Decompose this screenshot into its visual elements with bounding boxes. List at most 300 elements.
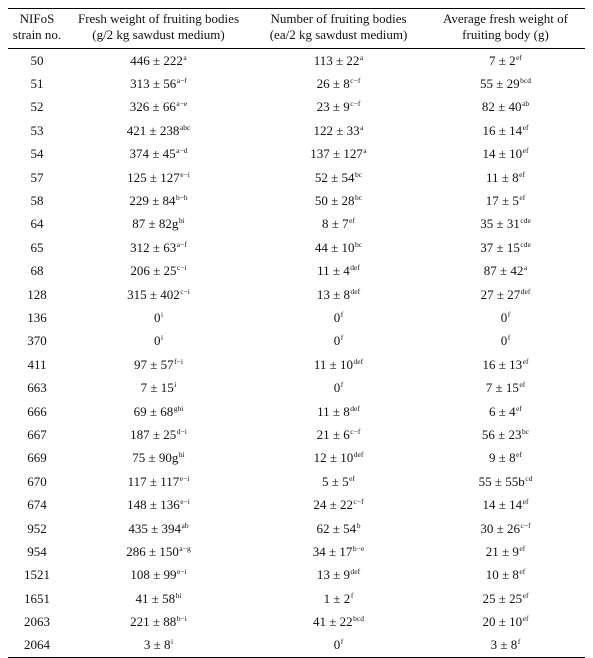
fresh-cell [66, 400, 251, 423]
number-cell [251, 610, 426, 633]
fresh-significance-letters: abc [179, 122, 191, 132]
fresh-cell [66, 634, 251, 658]
fresh-value: 187 ± 25 [130, 426, 177, 442]
number-value: 113 ± 22 [313, 52, 360, 68]
fresh-value: 69 ± 68 [133, 403, 174, 419]
avg-cell [426, 564, 585, 587]
strain-cell: 370 [27, 333, 47, 349]
number-value: 13 ± 9 [316, 567, 351, 583]
fresh-significance-letters: c−i [180, 286, 190, 296]
fresh-value: 315 ± 402 [127, 286, 180, 302]
table-row [8, 143, 585, 166]
avg-value: 16 ± 13 [482, 356, 523, 372]
avg-value: 10 ± 8 [485, 567, 519, 583]
header-average [426, 9, 585, 49]
strain-cell: 1521 [24, 567, 50, 583]
fresh-cell [66, 330, 251, 353]
avg-cell [426, 330, 585, 353]
avg-value: 82 ± 40 [481, 99, 522, 115]
number-value: 34 ± 17 [312, 543, 353, 559]
fresh-cell [66, 353, 251, 376]
table-row [8, 330, 585, 353]
avg-cell [426, 470, 585, 493]
avg-significance-letters: bc [522, 426, 530, 436]
number-value: 8 ± 7 [322, 216, 349, 232]
number-value: 137 ± 127 [310, 146, 363, 162]
header-number [251, 9, 426, 49]
number-significance-letters: c−f [350, 426, 361, 436]
number-value: 11 ± 8 [317, 403, 350, 419]
avg-significance-letters: ef [519, 567, 526, 577]
fresh-significance-letters: i [174, 380, 177, 390]
strain-cell: 663 [27, 380, 47, 396]
strain-cell: 2064 [8, 634, 66, 658]
fresh-significance-letters: b−i [176, 614, 187, 624]
avg-value: 0 [500, 309, 508, 325]
number-significance-letters: def [350, 263, 360, 273]
fresh-significance-letters: e−i [180, 497, 190, 507]
number-value: 52 ± 54 [314, 169, 355, 185]
fresh-significance-letters: i [160, 309, 164, 319]
avg-cell [426, 376, 585, 399]
fresh-value: 421 ± 238 [126, 122, 180, 138]
avg-cell [426, 236, 585, 259]
strain-cell: 1651 [24, 590, 50, 606]
number-cell [251, 470, 426, 493]
avg-value: 17 ± 5 [485, 193, 519, 209]
number-cell [251, 330, 426, 353]
strain-cell: 57 [30, 169, 44, 185]
fresh-value: 0 [153, 333, 161, 349]
fresh-value: 374 ± 45 [129, 146, 176, 162]
table-row [8, 376, 585, 399]
number-cell [251, 400, 426, 423]
fresh-value: 97 ± 57 [134, 356, 174, 372]
avg-cell [426, 353, 585, 376]
table-row [8, 189, 585, 212]
avg-significance-letters: def [520, 286, 531, 296]
avg-significance-letters: ef [522, 356, 529, 366]
avg-cell [426, 587, 585, 610]
avg-significance-letters: ef [522, 122, 529, 132]
strain-cell: 53 [30, 122, 44, 138]
fresh-cell [66, 283, 251, 306]
avg-value: 20 ± 10 [482, 614, 523, 630]
number-value: 21 ± 6 [316, 426, 350, 442]
table-row [8, 49, 585, 73]
strain-cell: 669 [27, 450, 47, 466]
header-average-line1: Average fresh weight of [442, 11, 568, 26]
strain-cell: 411 [27, 356, 47, 372]
number-value: 0 [333, 333, 341, 349]
number-significance-letters: f [340, 380, 344, 390]
fresh-cell [66, 517, 251, 540]
header-fresh-line1: Fresh weight of fruiting bodies [77, 11, 240, 26]
number-value: 12 ± 10 [313, 450, 354, 466]
fresh-significance-letters: i [171, 637, 174, 647]
number-value: 5 ± 5 [322, 473, 349, 489]
number-cell [251, 306, 426, 329]
avg-value: 56 ± 23 [481, 426, 522, 442]
fresh-significance-letters: hi [178, 450, 185, 460]
strain-cell: 58 [30, 193, 44, 209]
table-row [8, 423, 585, 446]
fresh-significance-letters: a−g [179, 543, 191, 553]
number-significance-letters: ef [349, 216, 355, 226]
fresh-value: 313 ± 56 [130, 76, 177, 92]
fresh-significance-letters: c−i [176, 263, 187, 273]
avg-significance-letters: ef [519, 543, 526, 553]
number-cell [251, 260, 426, 283]
strain-cell: 50 [30, 52, 44, 68]
fresh-cell [66, 166, 251, 189]
number-significance-letters: bcd [353, 614, 364, 624]
strain-cell: 64 [30, 216, 44, 232]
avg-value: 9 ± 8 [489, 450, 516, 466]
fresh-value: 312 ± 63 [130, 239, 177, 255]
avg-value: 30 ± 26 [480, 520, 521, 536]
number-significance-letters: def [350, 567, 361, 577]
avg-significance-letters: f [507, 309, 511, 319]
number-significance-letters: f [350, 590, 354, 600]
avg-cell [426, 306, 585, 329]
number-cell [251, 376, 426, 399]
header-fresh-weight [66, 9, 251, 49]
avg-significance-letters: f [507, 333, 511, 343]
fresh-value: 148 ± 136 [127, 497, 180, 513]
fresh-significance-letters: d−i [176, 426, 187, 436]
fresh-value: 7 ± 15 [140, 380, 174, 396]
avg-significance-letters: ef [519, 380, 526, 390]
number-significance-letters: f [340, 309, 344, 319]
avg-value: 16 ± 14 [482, 122, 523, 138]
number-significance-letters: c−f [350, 76, 361, 86]
avg-cell [426, 143, 585, 166]
number-cell [251, 283, 426, 306]
number-cell [251, 119, 426, 142]
number-value: 24 ± 22 [313, 497, 354, 513]
avg-cell [426, 213, 585, 236]
number-value: 0 [333, 637, 341, 653]
strain-cell: 954 [27, 543, 47, 559]
data-table [8, 8, 585, 658]
strain-cell: 952 [27, 520, 47, 536]
fresh-value: 286 ± 150 [126, 543, 179, 559]
avg-significance-letters: cde [520, 239, 531, 249]
number-value: 13 ± 8 [316, 286, 351, 302]
number-cell [251, 423, 426, 446]
number-significance-letters: def [350, 403, 360, 413]
number-significance-letters: a [363, 146, 367, 156]
fresh-significance-letters: b−h [175, 193, 188, 203]
strain-cell: 674 [27, 497, 47, 513]
avg-significance-letters: ef [519, 169, 525, 179]
strain-cell: 54 [30, 146, 44, 162]
avg-cell [426, 423, 585, 446]
fresh-cell [66, 119, 251, 142]
strain-cell: 667 [27, 426, 47, 442]
avg-value: 7 ± 2 [489, 52, 516, 68]
table-row [8, 493, 585, 516]
number-cell [251, 587, 426, 610]
fresh-value: 41 ± 58 [135, 590, 176, 606]
fresh-significance-letters: ghi [173, 403, 184, 413]
fresh-significance-letters: f−i [174, 356, 183, 366]
table-row [8, 447, 585, 470]
number-cell [251, 143, 426, 166]
number-cell [251, 540, 426, 563]
avg-significance-letters: ef [519, 193, 526, 203]
fresh-value: 125 ± 127 [127, 169, 180, 185]
number-significance-letters: c−f [350, 99, 361, 109]
fresh-significance-letters: hi [178, 216, 185, 226]
header-fresh-line2: (g/2 kg sawdust medium) [92, 27, 225, 42]
strain-cell: 68 [30, 263, 44, 279]
number-significance-letters: def [353, 356, 364, 366]
fresh-significance-letters: hi [175, 590, 182, 600]
avg-significance-letters: ef [516, 52, 522, 62]
number-significance-letters: b−e [352, 543, 365, 553]
fresh-cell [66, 376, 251, 399]
avg-significance-letters: a [523, 263, 528, 273]
avg-value: 55 ± 29 [480, 76, 520, 92]
avg-cell [426, 96, 585, 119]
fresh-cell [66, 540, 251, 563]
avg-cell [426, 400, 585, 423]
header-strain-line2: strain no. [12, 27, 62, 42]
avg-value: 55 ± 55b [478, 473, 525, 489]
fresh-significance-letters: a−f [176, 76, 187, 86]
avg-value: 6 ± 4 [489, 403, 516, 419]
avg-cell [426, 517, 585, 540]
avg-value: 11 ± 8 [486, 169, 519, 185]
fresh-cell [66, 213, 251, 236]
fresh-cell [66, 493, 251, 516]
table-row [8, 517, 585, 540]
fresh-value: 435 ± 394 [128, 520, 182, 536]
fresh-cell [66, 236, 251, 259]
number-value: 62 ± 54 [316, 520, 357, 536]
strain-cell: 128 [27, 286, 47, 302]
avg-significance-letters: ef [522, 146, 529, 156]
table-row [8, 72, 585, 95]
fresh-cell [66, 189, 251, 212]
number-significance-letters: a [360, 122, 364, 132]
number-significance-letters: c−f [353, 497, 364, 507]
avg-significance-letters: bcd [520, 76, 531, 86]
number-cell [251, 166, 426, 189]
strain-cell: 136 [27, 309, 47, 325]
number-cell [251, 72, 426, 95]
number-value: 0 [333, 309, 341, 325]
fresh-value: 75 ± 90g [132, 450, 179, 466]
fresh-cell [66, 96, 251, 119]
strain-cell: 51 [30, 76, 44, 92]
fresh-value: 108 ± 99 [130, 567, 177, 583]
avg-cell [426, 260, 585, 283]
avg-significance-letters: cd [525, 473, 533, 483]
avg-cell [426, 493, 585, 516]
number-cell [251, 96, 426, 119]
avg-cell [426, 119, 585, 142]
number-significance-letters: def [350, 286, 361, 296]
number-significance-letters: bc [355, 193, 363, 203]
strain-cell: 670 [27, 473, 47, 489]
strain-cell: 666 [27, 403, 47, 419]
number-cell [251, 353, 426, 376]
fresh-cell [66, 72, 251, 95]
number-value: 23 ± 9 [316, 99, 350, 115]
avg-significance-letters: ab [522, 99, 530, 109]
avg-cell [426, 610, 585, 633]
table-row [8, 400, 585, 423]
avg-significance-letters: ef [516, 403, 522, 413]
avg-cell [426, 49, 585, 73]
table-row [8, 96, 585, 119]
avg-value: 27 ± 27 [480, 286, 521, 302]
fresh-cell [66, 306, 251, 329]
number-value: 0 [333, 380, 341, 396]
number-cell [251, 517, 426, 540]
avg-cell [426, 72, 585, 95]
table-row [8, 213, 585, 236]
number-value: 11 ± 4 [317, 263, 350, 279]
avg-value: 87 ± 42 [483, 263, 524, 279]
fresh-value: 0 [153, 309, 161, 325]
avg-significance-letters: ef [522, 590, 529, 600]
table-row [8, 564, 585, 587]
fresh-cell [66, 564, 251, 587]
fresh-value: 206 ± 25 [130, 263, 177, 279]
table-row [8, 283, 585, 306]
fresh-value: 229 ± 84 [129, 193, 176, 209]
fresh-significance-letters: e−i [180, 169, 190, 179]
number-value: 11 ± 10 [313, 356, 354, 372]
number-cell [251, 493, 426, 516]
fresh-value: 221 ± 88 [130, 614, 177, 630]
avg-cell [426, 283, 585, 306]
number-cell [251, 236, 426, 259]
number-cell [251, 189, 426, 212]
avg-value: 35 ± 31 [480, 216, 520, 232]
number-significance-letters: f [340, 333, 344, 343]
strain-cell: 52 [30, 99, 44, 115]
avg-cell [426, 540, 585, 563]
fresh-significance-letters: a−f [176, 239, 187, 249]
table-row [8, 166, 585, 189]
table-row [8, 610, 585, 633]
number-significance-letters: bc [355, 239, 363, 249]
avg-value: 3 ± 8 [490, 637, 518, 653]
avg-significance-letters: ef [516, 450, 522, 460]
fresh-value: 326 ± 66 [129, 99, 176, 115]
avg-value: 25 ± 25 [482, 590, 523, 606]
fresh-cell [66, 447, 251, 470]
avg-value: 7 ± 15 [485, 380, 519, 396]
fresh-significance-letters: i [160, 333, 164, 343]
number-significance-letters: b [356, 520, 361, 530]
number-significance-letters: bc [355, 169, 363, 179]
fresh-cell [66, 610, 251, 633]
fresh-value: 117 ± 117 [127, 473, 180, 489]
avg-value: 37 ± 15 [480, 239, 520, 255]
avg-significance-letters: c−f [520, 520, 531, 530]
table-row [8, 119, 585, 142]
table-row [8, 236, 585, 259]
fresh-cell [66, 143, 251, 166]
avg-significance-letters: cde [520, 216, 531, 226]
fresh-cell [66, 260, 251, 283]
avg-significance-letters: ef [522, 497, 529, 507]
number-cell [251, 213, 426, 236]
avg-value: 21 ± 9 [485, 543, 519, 559]
number-value: 122 ± 33 [313, 122, 360, 138]
avg-cell [426, 447, 585, 470]
fresh-cell [66, 49, 251, 73]
table-row [8, 470, 585, 493]
table-row [8, 634, 585, 658]
header-number-line2: (ea/2 kg sawdust medium) [269, 27, 408, 42]
number-value: 50 ± 28 [314, 193, 355, 209]
avg-value: 14 ± 14 [482, 497, 523, 513]
fresh-value: 446 ± 222 [130, 52, 183, 68]
fresh-value: 87 ± 82g [132, 216, 179, 232]
fresh-significance-letters: a−e [176, 99, 188, 109]
number-value: 26 ± 8 [316, 76, 350, 92]
avg-cell [426, 189, 585, 212]
number-cell [251, 634, 426, 658]
header-strain [8, 9, 66, 49]
header-strain-line1: NIFoS [19, 11, 55, 26]
number-value: 41 ± 22 [313, 614, 353, 630]
avg-significance-letters: ef [522, 614, 529, 624]
number-cell [251, 447, 426, 470]
number-significance-letters: ef [349, 473, 355, 483]
number-cell [251, 564, 426, 587]
fresh-cell [66, 423, 251, 446]
fresh-cell [66, 470, 251, 493]
table-row [8, 540, 585, 563]
header-row [8, 9, 585, 49]
strain-cell: 65 [30, 239, 44, 255]
avg-value: 14 ± 10 [482, 146, 523, 162]
fresh-significance-letters: a−d [176, 146, 188, 156]
number-significance-letters: f [340, 637, 344, 647]
strain-cell: 2063 [24, 614, 50, 630]
fresh-value: 3 ± 8 [143, 637, 171, 653]
fresh-cell [66, 587, 251, 610]
table-row [8, 306, 585, 329]
table-row [8, 587, 585, 610]
avg-value: 0 [500, 333, 508, 349]
header-number-line1: Number of fruiting bodies [270, 11, 407, 26]
avg-cell [426, 166, 585, 189]
fresh-significance-letters: a [183, 52, 187, 62]
number-significance-letters: a [359, 52, 364, 62]
number-significance-letters: def [353, 450, 364, 460]
fresh-significance-letters: e−i [179, 473, 190, 483]
number-value: 1 ± 2 [323, 590, 351, 606]
avg-cell [426, 634, 585, 658]
avg-significance-letters: f [517, 637, 521, 647]
fresh-significance-letters: e−i [176, 567, 187, 577]
number-cell [251, 49, 426, 73]
header-average-line2: fruiting body (g) [462, 27, 549, 42]
table-row [8, 260, 585, 283]
table-body [8, 49, 585, 658]
table-row [8, 353, 585, 376]
number-value: 44 ± 10 [314, 239, 355, 255]
